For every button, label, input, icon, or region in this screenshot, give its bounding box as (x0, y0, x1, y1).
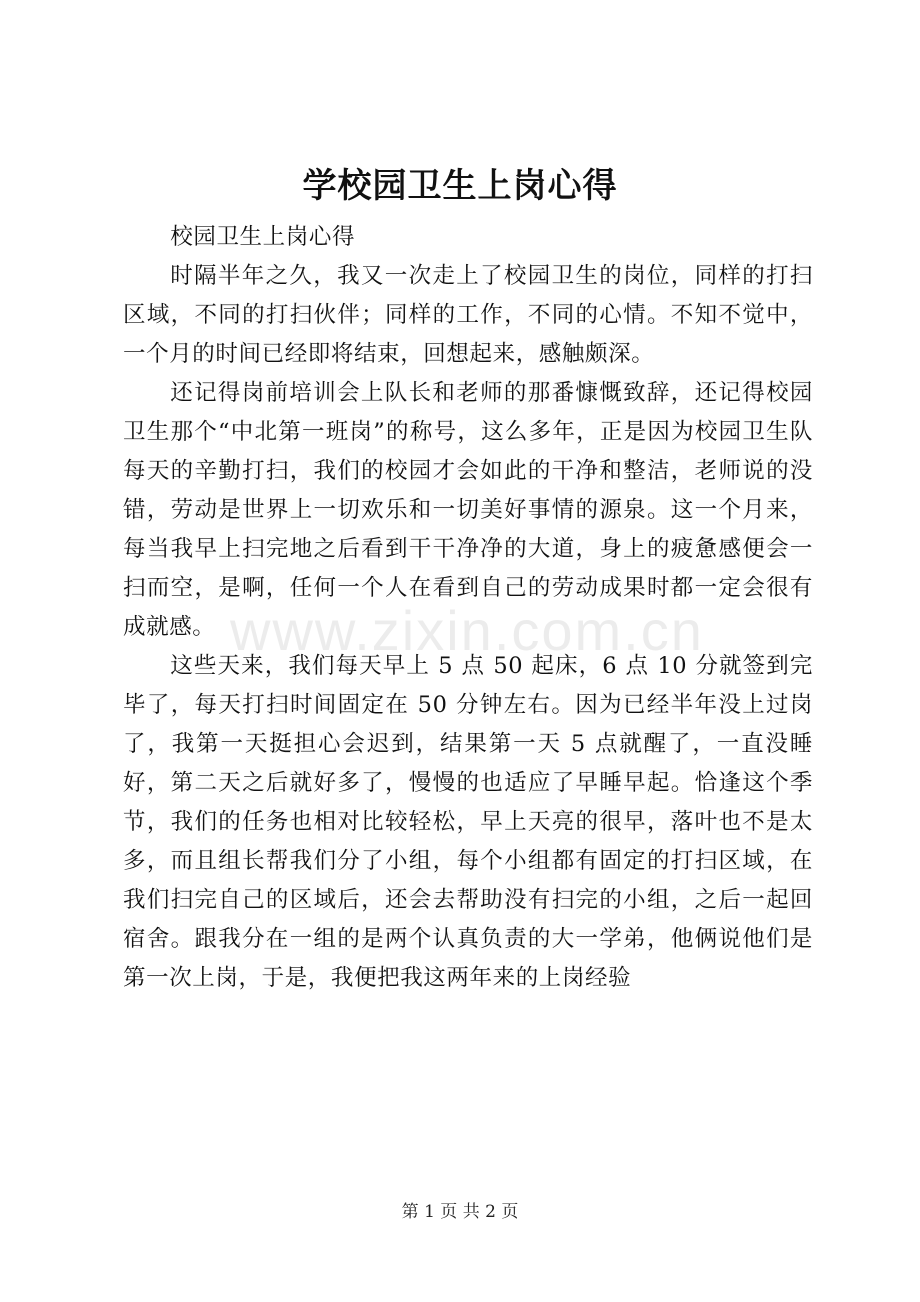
paragraph-3: 这些天来，我们每天早上 5 点 50 起床，6 点 10 分就签到完毕了，每天打扫时间固定在 50 分钟左右。因为已经半年没上过岗了，我第一天挺担心会迟到，结果第一天 5 点就醒了，一直没睡好，第二天之后就好多了，慢慢的也适应了早睡早起。恰逢这个季节，我们的任务也相对比较轻松，早上天亮的很早，落叶也不是太多，而且组长帮我们分了小组，每个小组都有固定的打扫区域，在我们扫完自己的区域后，还会去帮助没有扫完的小组，之后一起回宿舍。跟我分在一组的是两个认真负责的大一学弟，他俩说他们是第一次上岗，于是，我便把我这两年来的上岗经验 (123, 653, 813, 991)
watermark: www.zixin.com.cn (230, 599, 704, 662)
page-footer: 第 1 页 共 2 页 (401, 1202, 519, 1222)
paragraph-1: 时隔半年之久，我又一次走上了校园卫生的岗位，同样的打扫区域，不同的打扫伙伴；同样的工作，不同的心情。不知不觉中，一个月的时间已经即将结束，回想起来，感触颇深。 (123, 263, 813, 367)
paragraph-2: 还记得岗前培训会上队长和老师的那番慷慨致辞，还记得校园卫生那个“中北第一班岗”的称号，这么多年，正是因为校园卫生队每天的辛勤打扫，我们的校园才会如此的干净和整洁，老师说的没错，劳动是世界上一切欢乐和一切美好事情的源泉。这一个月来，每当我早上扫完地之后看到干干净净的大道，身上的疲惫感便会一扫而空，是啊，任何一个人在看到自己的劳动成果时都一定会很有成就感。 (123, 380, 813, 640)
paragraph-subtitle: 校园卫生上岗心得 (170, 224, 356, 250)
document-body (123, 218, 813, 998)
document-title: 学校园卫生上岗心得 (302, 166, 618, 206)
